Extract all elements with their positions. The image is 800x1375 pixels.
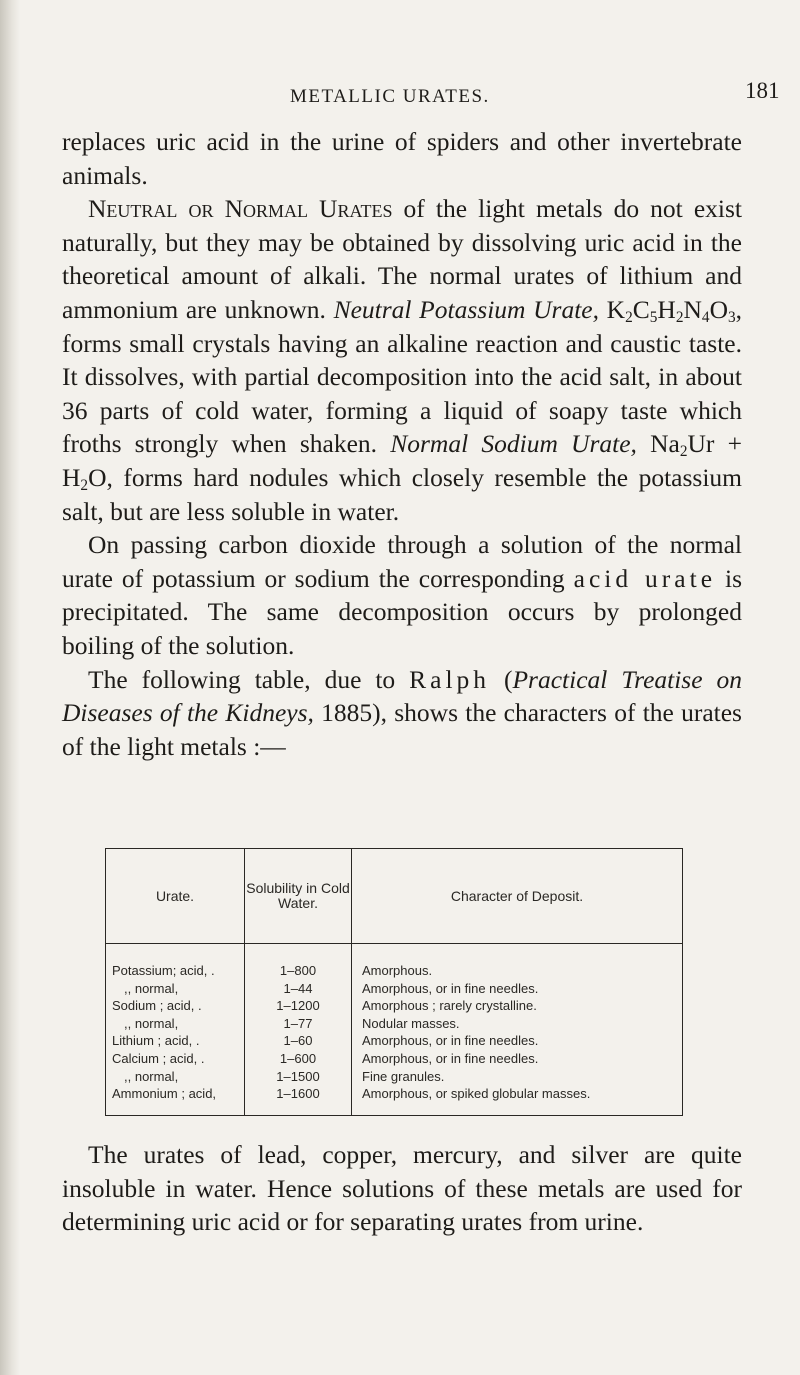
formula-sodium-urate: $Na_2Ur + H_2O$ (62, 429, 742, 494)
urate-column (106, 944, 245, 1116)
body-text (62, 125, 742, 763)
table-header-row (106, 849, 683, 944)
table-cell-character: Amorphous ; rarely crystalline. (362, 998, 537, 1014)
character-column (352, 944, 683, 1116)
table-cell-urate: ,, normal, (124, 1068, 179, 1084)
formula-potassium-urate: $K_2C_5H_2N_4O_3$ (606, 294, 736, 326)
table-cell-urate: ,, normal, (124, 1015, 179, 1031)
urates-table (105, 848, 683, 1116)
table-cell-urate: Ammonium ; acid, (112, 1086, 217, 1102)
table-cell-solubility: 1–1200 (276, 998, 320, 1014)
table-cell-solubility: 1–800 (279, 963, 317, 978)
table-cell-character: Fine granules. (362, 1068, 445, 1084)
solubility-column (245, 944, 352, 1116)
normal-sodium-urate-term: Normal Sodium Urate, (390, 429, 637, 459)
table-cell-solubility: 1–1600 (276, 1086, 320, 1102)
table-cell-character: Amorphous, or in fine needles. (362, 980, 539, 996)
paragraph-1: replaces uric acid in the urine of spiders and other invertebrate animals. (62, 127, 742, 190)
table-cell-character: Amorphous, or in fine needles. (362, 1033, 539, 1049)
header-solubility: Solubility in Cold Water. (245, 849, 352, 944)
table-cell-solubility: 1–77 (283, 1015, 313, 1031)
page-edge-shadow (0, 0, 20, 1375)
page-header (0, 78, 800, 118)
table-cell-solubility: 1–60 (283, 1033, 313, 1049)
paragraph-4: The following table, due to Ralph (Practical Treatise on Diseases of the Kidneys, 1885), shows the characters of the urates of the light metals :— (62, 664, 742, 761)
neutral-potassium-urate-term: Neutral Potassium Urate, (333, 294, 599, 324)
acid-urate-term: acid urate (573, 563, 717, 593)
table-cell-solubility: 1–1500 (276, 1068, 320, 1084)
paragraph-2-lead: Neutral or Normal Urates (88, 194, 393, 224)
table-cell-urate: Lithium ; acid, . (112, 1033, 200, 1049)
table-cell-solubility: 1–600 (279, 1050, 317, 1066)
table-cell-character: Amorphous, or spiked globular masses. (362, 1086, 591, 1102)
table-cell-urate: Calcium ; acid, . (112, 1050, 205, 1066)
closing-text (62, 1138, 742, 1239)
table-cell-urate: ,, normal, (124, 980, 179, 996)
paragraph-5: The urates of lead, copper, mercury, and silver are quite insoluble in water. Hence solutions of these metals are used for determining uric acid or for separating urates from urine. (62, 1140, 742, 1237)
table-cell-urate: Potassium; acid, . (112, 963, 215, 978)
table-cell-character: Amorphous. (362, 963, 433, 978)
author-name: Ralph (409, 664, 491, 694)
header-character: Character of Deposit. (352, 849, 683, 944)
page-number: 181 (745, 78, 780, 103)
paragraph-2: Neutral or Normal Urates of the light metals do not exist naturally, but they may be obtained by dissolving uric acid in the theoretical amount of alkali. The normal urates of lithium and ammonium are unknown. Neutral Potassium Urate, $K_2C_5H_2N_4O_3$, forms small crystals having an alkaline reaction and caustic taste. It dissolves, with partial decomposition into the acid salt, in about 36 parts of cold water, forming a liquid of soapy taste which froths strongly when shaken. Normal Sodium Urate, $Na_2Ur + H_2O$, forms hard nodules which closely resemble the potassium salt, but are less soluble in water. (62, 194, 743, 526)
table-cell-character: Amorphous, or in fine needles. (362, 1050, 539, 1066)
table-cell-urate: Sodium ; acid, . (112, 998, 202, 1014)
paragraph-3: On passing carbon dioxide through a solution of the normal urate of potassium or sodium the corresponding acid urate is precipitated. The same decomposition occurs by prolonged boiling of the solution. (62, 530, 742, 660)
table-cell-solubility: 1–44 (283, 980, 313, 996)
cited-work-title: Practical Treatise on Diseases of the Kidneys, (62, 664, 742, 728)
table-body (106, 944, 683, 1116)
header-urate: Urate. (106, 849, 245, 944)
table-cell-character: Nodular masses. (362, 1015, 460, 1031)
running-head: METALLIC URATES. (290, 86, 490, 107)
